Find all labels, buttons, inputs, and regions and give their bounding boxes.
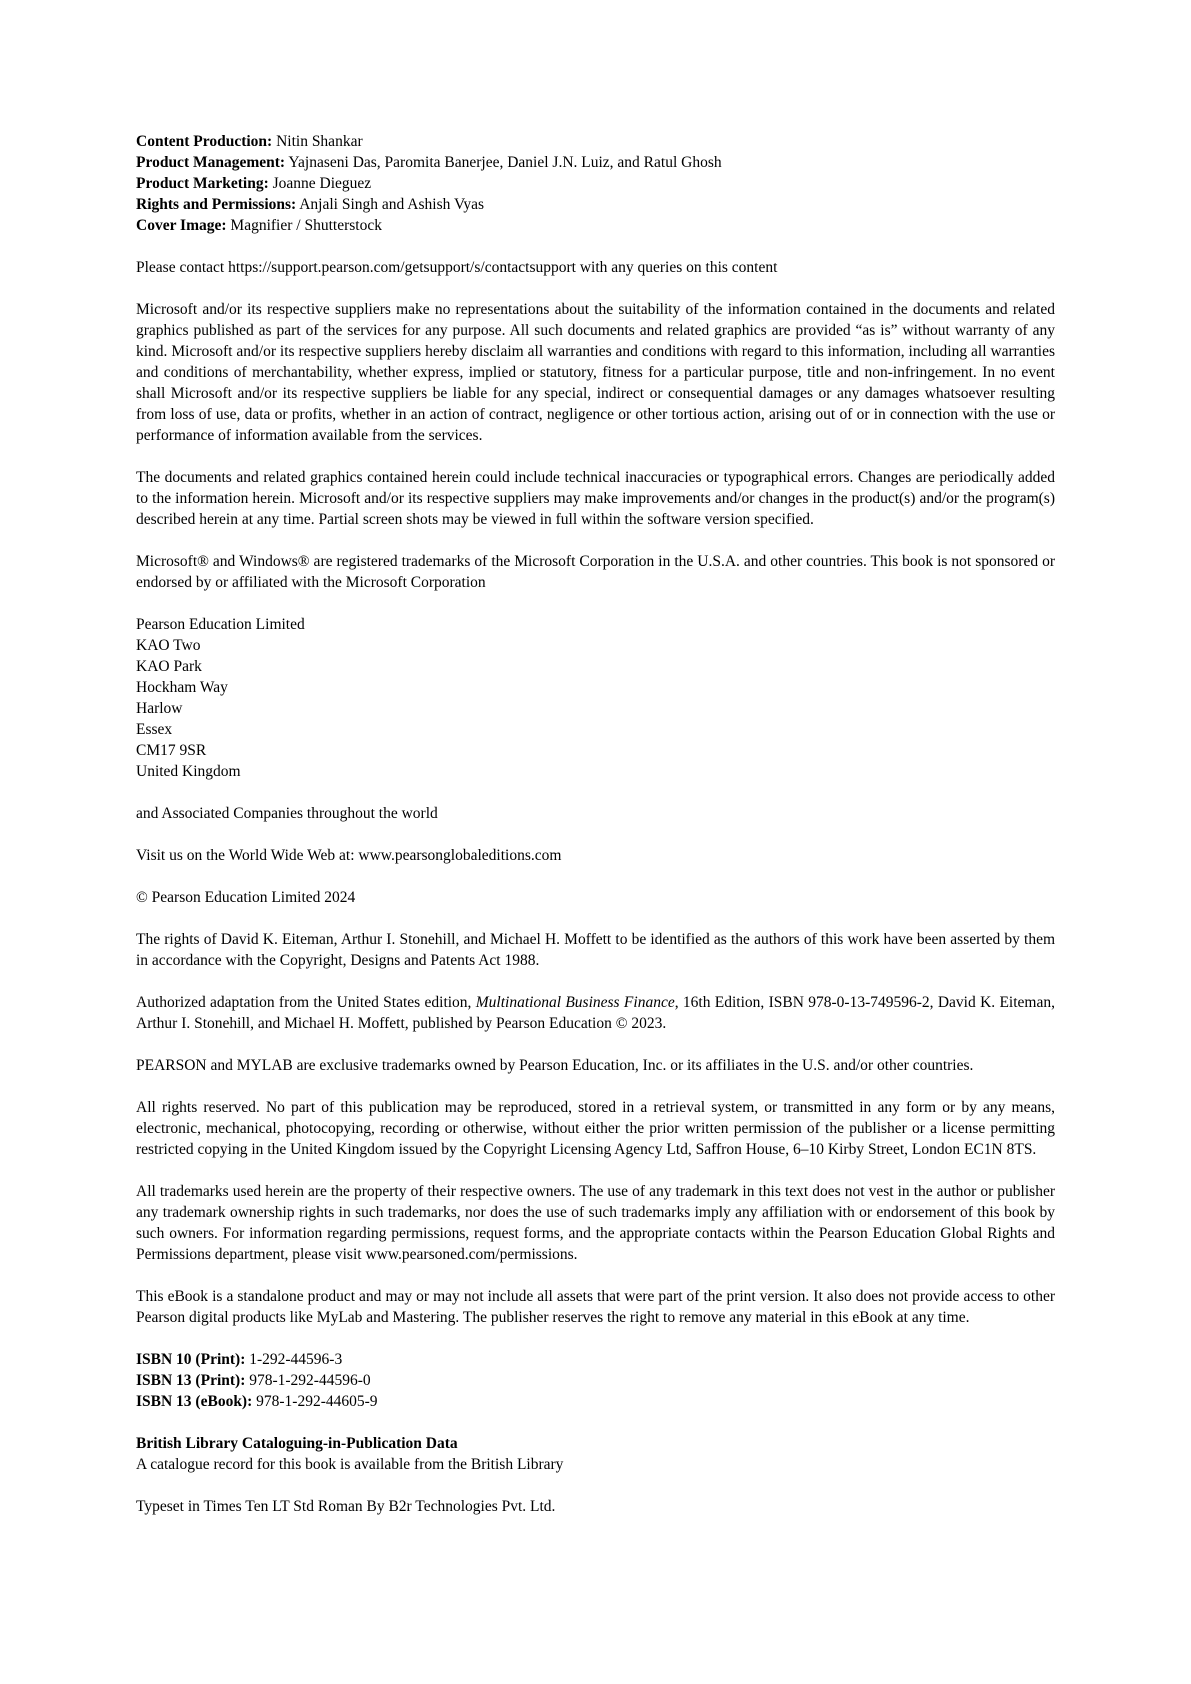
- isbn-13-print-line: [136, 1370, 1055, 1391]
- british-library-heading: British Library Cataloguing-in-Publication Data: [136, 1435, 458, 1452]
- isbn-value: 978-1-292-44596-0: [249, 1372, 371, 1389]
- british-library-text: A catalogue record for this book is available from the British Library: [136, 1456, 564, 1473]
- publisher-address-line: Essex: [136, 721, 173, 738]
- isbn-13-ebook-line: [136, 1391, 1055, 1412]
- credit-line-product-management: [136, 152, 1055, 173]
- pearson-trademarks-paragraph: PEARSON and MYLAB are exclusive trademarks owned by Pearson Education, Inc. or its affiliates in the U.S. and/or other countries.: [136, 1057, 974, 1074]
- publisher-name: Pearson Education Limited: [136, 616, 305, 633]
- copyright-line: © Pearson Education Limited 2024: [136, 889, 356, 906]
- credit-value: Magnifier / Shutterstock: [230, 217, 382, 234]
- credit-line-cover-image: [136, 215, 1055, 236]
- credits-block: [136, 131, 1055, 236]
- publisher-address-line: KAO Two: [136, 637, 201, 654]
- adaptation-paragraph: [136, 992, 1055, 1034]
- all-rights-reserved-paragraph: All rights reserved. No part of this publication may be reproduced, stored in a retrieval system, or transmitted in any form or by any means, electronic, mechanical, photocopying, recording or otherwise, without either the prior written permission of the publisher or a license permitting restricted copying in the United Kingdom issued by the Copyright Licensing Agency Ltd, Saffron House, 6–10 Kirby Street, London EC1N 8TS.: [136, 1099, 1055, 1158]
- british-library-block: [136, 1433, 1055, 1475]
- credit-value: Joanne Dieguez: [272, 175, 372, 192]
- isbn-value: 978-1-292-44605-9: [256, 1393, 378, 1410]
- isbn-block: [136, 1349, 1055, 1412]
- support-contact-note: Please contact https://support.pearson.com/getsupport/s/contactsupport with any queries on this content: [136, 259, 778, 276]
- isbn-label: ISBN 13 (Print):: [136, 1372, 246, 1389]
- typeset-line: Typeset in Times Ten LT Std Roman By B2r Technologies Pvt. Ltd.: [136, 1498, 556, 1515]
- ebook-note-paragraph: This eBook is a standalone product and may or may not include all assets that were part of the print version. It also does not provide access to other Pearson digital products like MyLab and Mastering. The publisher reserves the right to remove any material in this eBook at any time.: [136, 1288, 1055, 1326]
- publisher-address-line: Hockham Way: [136, 679, 228, 696]
- adaptation-text-post: , 16th Edition, ISBN 978-0-13-749596-2, David K. Eiteman, Arthur I. Stonehill, and Michael H. Moffett, published by Pearson Education © 2023.: [136, 994, 1055, 1032]
- website-line: Visit us on the World Wide Web at: www.pearsonglobaleditions.com: [136, 847, 562, 864]
- credit-value: Yajnaseni Das, Paromita Banerjee, Daniel J.N. Luiz, and Ratul Ghosh: [288, 154, 722, 171]
- credit-line-product-marketing: [136, 173, 1055, 194]
- publisher-address-line: Harlow: [136, 700, 183, 717]
- associated-companies-line: and Associated Companies throughout the world: [136, 805, 438, 822]
- isbn-label: ISBN 13 (eBook):: [136, 1393, 253, 1410]
- credit-label: Product Marketing:: [136, 175, 269, 192]
- publisher-address-block: [136, 614, 1055, 782]
- credit-value: Nitin Shankar: [276, 133, 363, 150]
- credit-line-rights-permissions: [136, 194, 1055, 215]
- isbn-10-print-line: [136, 1349, 1055, 1370]
- credit-label: Content Production:: [136, 133, 273, 150]
- credit-label: Rights and Permissions:: [136, 196, 297, 213]
- isbn-label: ISBN 10 (Print):: [136, 1351, 246, 1368]
- microsoft-trademark-paragraph: Microsoft® and Windows® are registered trademarks of the Microsoft Corporation in the U.S.A. and other countries. This book is not sponsored or endorsed by or affiliated with the Microsoft Corporation: [136, 553, 1055, 591]
- credit-label: Product Management:: [136, 154, 286, 171]
- publisher-address-country: United Kingdom: [136, 763, 241, 780]
- credit-label: Cover Image:: [136, 217, 227, 234]
- adaptation-text-pre: Authorized adaptation from the United States edition,: [136, 994, 476, 1011]
- general-trademarks-paragraph: All trademarks used herein are the property of their respective owners. The use of any trademark in this text does not vest in the author or publisher any trademark ownership rights in such trademarks, nor does the use of such trademarks imply any affiliation with or endorsement of this book by such owners. For information regarding permissions, request forms, and the appropriate contacts within the Pearson Education Global Rights and Permissions department, please visit www.pearsoned.com/permissions.: [136, 1183, 1055, 1263]
- publisher-address-postcode: CM17 9SR: [136, 742, 207, 759]
- microsoft-disclaimer-paragraph-1: Microsoft and/or its respective suppliers make no representations about the suitability of the information contained in the documents and related graphics published as part of the services for any purpose. All such documents and related graphics are provided “as is” without warranty of any kind. Microsoft and/or its respective suppliers hereby disclaim all warranties and conditions with regard to this information, including all warranties and conditions of merchantability, whether express, implied or statutory, fitness for a particular purpose, title and non-infringement. In no event shall Microsoft and/or its respective suppliers be liable for any special, indirect or consequential damages or any damages whatsoever resulting from loss of use, data or profits, whether in an action of contract, negligence or other tortious action, arising out of or in connection with the use or performance of information available from the services.: [136, 301, 1055, 444]
- publisher-address-line: KAO Park: [136, 658, 202, 675]
- credit-line-content-production: [136, 131, 1055, 152]
- microsoft-disclaimer-paragraph-2: The documents and related graphics contained herein could include technical inaccuracies or typographical errors. Changes are periodically added to the information herein. Microsoft and/or its respective suppliers may make improvements and/or changes in the product(s) and/or the program(s) described herein at any time. Partial screen shots may be viewed in full within the software version specified.: [136, 469, 1055, 528]
- isbn-value: 1-292-44596-3: [249, 1351, 343, 1368]
- book-title-italic: Multinational Business Finance: [475, 994, 675, 1011]
- authors-rights-paragraph: The rights of David K. Eiteman, Arthur I. Stonehill, and Michael H. Moffett to be identified as the authors of this work have been asserted by them in accordance with the Copyright, Designs and Patents Act 1988.: [136, 931, 1055, 969]
- credit-value: Anjali Singh and Ashish Vyas: [299, 196, 485, 213]
